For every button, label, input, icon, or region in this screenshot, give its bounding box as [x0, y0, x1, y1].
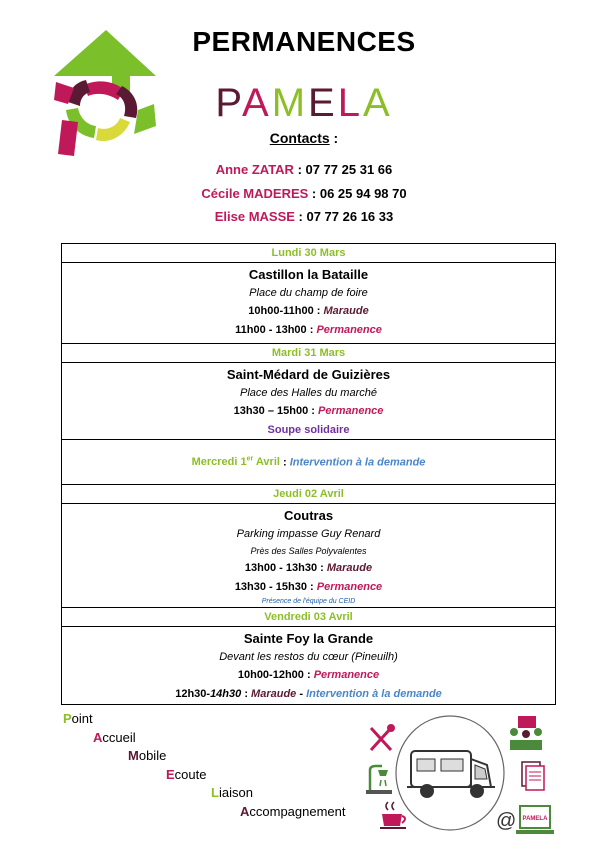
time-slot: 12h30-14h30 : Maraude - Intervention à la demande [175, 688, 442, 700]
contact-line [0, 186, 608, 201]
utensils-icon [365, 722, 399, 756]
soupe-solidaire: Soupe solidaire [267, 424, 350, 436]
day-header: Jeudi 02 Avril [62, 485, 556, 504]
town-name: Coutras [283, 508, 334, 523]
shower-icon [364, 762, 394, 796]
time-slot: 13h30 – 15h00 : Permanence [233, 405, 384, 417]
at-sign-icon: @ [496, 810, 517, 832]
contact-phone[interactable]: : 06 25 94 98 70 [308, 186, 407, 201]
day-header: Mardi 31 Mars [62, 344, 556, 363]
page-title: PERMANENCES [192, 26, 416, 57]
day-block: Mercredi 1er Avril : Intervention à la demande [62, 440, 556, 485]
time-slot: 10h00-12h00 : Permanence [237, 669, 380, 681]
laptop-icon [514, 804, 556, 838]
day-block [62, 263, 556, 344]
acronym-line: Liaison [211, 785, 253, 800]
contact-phone[interactable]: : 07 77 25 31 66 [293, 162, 393, 177]
contact-phone[interactable]: : 07 77 26 16 33 [294, 209, 394, 224]
place: Devant les restos du cœur (Pineuilh) [219, 651, 398, 663]
contacts-label: Contacts [269, 130, 330, 146]
camper-van-icon [395, 715, 505, 831]
time-slot: 13h30 - 15h30 : Permanence [234, 581, 383, 593]
contacts-heading: Contacts : [269, 130, 339, 146]
contact-line [0, 209, 608, 224]
day-block [62, 627, 556, 705]
contact-name: Elise MASSE [214, 209, 295, 224]
time-slot: 13h00 - 13h30 : Maraude [244, 562, 373, 574]
documents-icon [520, 760, 548, 792]
day-header: Mercredi 1er Avril [191, 455, 280, 469]
place-detail: Près des Salles Polyvalentes [250, 546, 367, 556]
time-slot: 10h00-11h00 : Maraude [248, 305, 369, 317]
acronym-line: Accueil [93, 730, 136, 745]
meeting-icon [506, 714, 546, 754]
brand-wordmark [0, 80, 608, 124]
contact-line [0, 162, 608, 177]
town-name: Castillon la Bataille [248, 267, 369, 282]
svg-text:PAMELA: PAMELA [215, 81, 393, 124]
note: Présence de l'équipe du CEID [261, 598, 356, 605]
acronym-line: Point [63, 711, 93, 726]
day-header: Lundi 30 Mars [62, 244, 556, 263]
day-block [62, 363, 556, 440]
place: Place du champ de foire [249, 287, 368, 299]
town-name: Sainte Foy la Grande [243, 631, 374, 646]
day-block [62, 504, 556, 608]
place: Parking impasse Guy Renard [236, 528, 381, 540]
activity: Intervention à la demande [289, 456, 426, 469]
time-slot: 11h00 - 13h00 : Permanence [235, 324, 382, 336]
acronym-line: Ecoute [166, 767, 207, 782]
town-name: Saint-Médard de Guizières [226, 367, 391, 382]
contact-name: Anne ZATAR [215, 162, 294, 177]
contact-name: Cécile MADERES [201, 186, 309, 201]
acronym-line: Mobile [128, 748, 167, 763]
day-header: Vendredi 03 Avril [62, 608, 556, 627]
acronym-line: Accompagnement [240, 804, 346, 819]
place: Place des Halles du marché [240, 387, 377, 399]
laptop-label: PAMELA [522, 816, 548, 822]
schedule-table [61, 243, 556, 705]
